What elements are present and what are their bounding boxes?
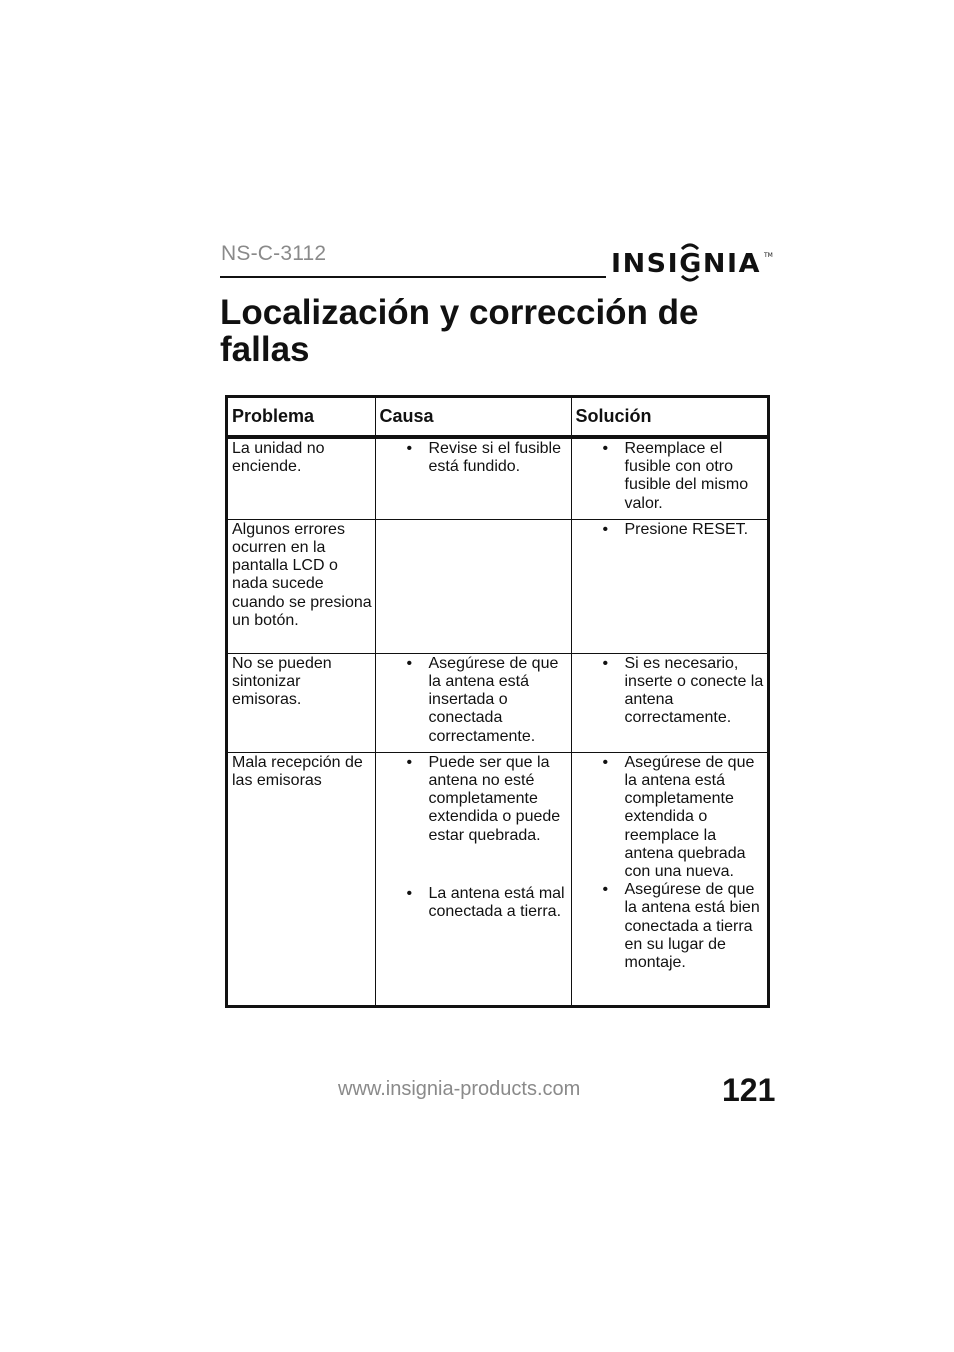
table-row	[228, 437, 767, 519]
problem-cell: La unidad no enciende.	[228, 437, 375, 519]
cause-item: • Puede ser que la antena no esté completamente extendida o puede estar quebrada.	[380, 754, 569, 845]
solution-cell	[571, 752, 767, 1005]
header-solucion: Solución	[571, 398, 767, 437]
solution-item: • Reemplace el fusible con otro fusible del mismo valor.	[576, 440, 766, 513]
cause-item: • Revise si el fusible está fundido.	[380, 440, 569, 476]
problem-cell: No se pueden sintonizar emisoras.	[228, 653, 375, 752]
trademark-icon: TM	[764, 252, 773, 259]
cause-cell	[375, 752, 571, 1005]
problem-cell: Algunos errores ocurren en la pantalla LCD o nada sucede cuando se presiona un botón.	[228, 519, 375, 653]
troubleshooting-table	[225, 395, 770, 1008]
cause-cell	[375, 653, 571, 752]
cause-cell	[375, 437, 571, 519]
solution-item: • Si es necesario, inserte o conecte la antena correctamente.	[576, 655, 766, 728]
solution-item: • Asegúrese de que la antena está bien conectada a tierra en su lugar de montaje.	[576, 881, 766, 972]
table-header-row	[228, 398, 767, 437]
solution-item: • Presione RESET.	[576, 521, 766, 539]
insignia-logo	[610, 243, 776, 283]
table-row	[228, 519, 767, 653]
page-title: Localización y corrección de fallas	[220, 293, 699, 369]
cause-item: • La antena está mal conectada a tierra.	[380, 885, 569, 921]
page-number: 121	[722, 1072, 776, 1108]
logo-text: INSIGNIA	[611, 249, 761, 279]
table-row	[228, 752, 767, 1005]
table-row	[228, 653, 767, 752]
header-divider	[220, 276, 606, 278]
header-causa: Causa	[375, 398, 571, 437]
solution-item: • Asegúrese de que la antena está completamente extendida o reemplace la antena quebrada con una nueva.	[576, 754, 766, 881]
cause-item: • Asegúrese de que la antena está insertada o conectada correctamente.	[380, 655, 569, 746]
solution-cell	[571, 519, 767, 653]
website-url: www.insignia-products.com	[338, 1078, 581, 1100]
solution-cell	[571, 437, 767, 519]
cause-cell	[375, 519, 571, 653]
model-number: NS-C-3112	[221, 242, 327, 265]
header-problema: Problema	[228, 398, 375, 437]
solution-cell	[571, 653, 767, 752]
problem-cell: Mala recepción de las emisoras	[228, 752, 375, 1005]
